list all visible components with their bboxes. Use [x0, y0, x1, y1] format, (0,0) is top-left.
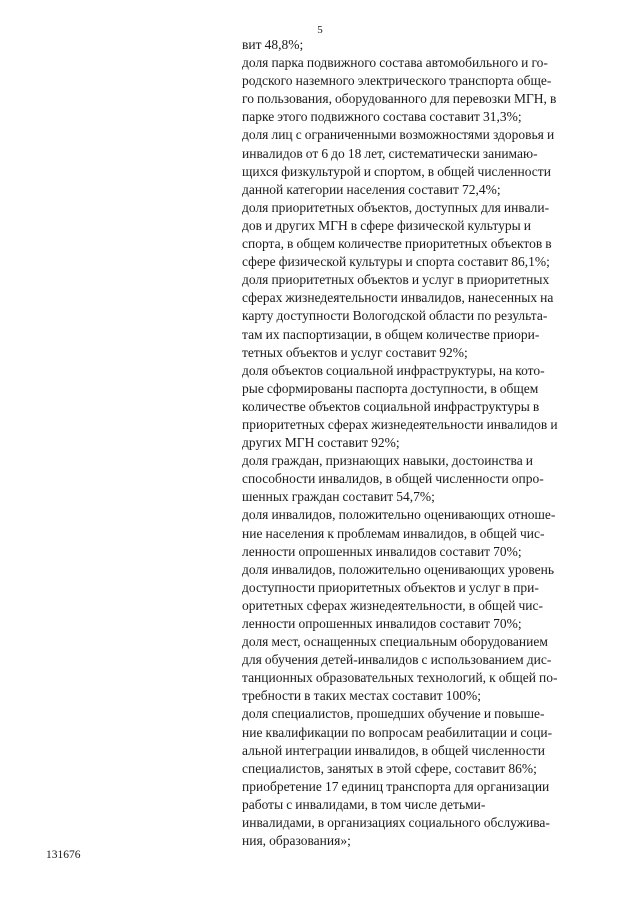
text-line: родского наземного электрического транспорта обще- [242, 73, 552, 89]
text-line: доля приоритетных объектов, доступных для инвали- [242, 199, 550, 215]
text-line: танционных образовательных технологий, к общей по- [242, 670, 558, 686]
text-line: вит 48,8%; [242, 37, 304, 52]
text-line: доля лиц с ограниченными возможностями здоровья и [242, 127, 555, 143]
text-line: работы с инвалидами, в том числе детьми- [242, 796, 486, 812]
text-line: для обучения детей-инвалидов с использованием дис- [242, 652, 552, 668]
document-code: 131676 [46, 849, 81, 861]
text-line: ние населения к проблемам инвалидов, в общей чис- [242, 525, 545, 541]
text-line: доля парка подвижного состава автомобильного и го- [242, 55, 548, 71]
text-line: парке этого подвижного состава составит 31,3%; [242, 109, 522, 125]
text-line: данной категории населения составит 72,4%; [242, 181, 501, 197]
text-line: доля приоритетных объектов и услуг в приоритетных [242, 272, 550, 288]
document-body [242, 36, 600, 850]
text-line: количестве объектов социальной инфраструктуры в [242, 398, 540, 414]
text-line: оритетных сферах жизнедеятельности, в общей чис- [242, 597, 544, 613]
text-line: приобретение 17 единиц транспорта для организации [242, 778, 550, 794]
text-line: ленности опрошенных инвалидов составит 70%; [242, 616, 522, 631]
text-line: карту доступности Вологодской области по результа- [242, 308, 548, 324]
text-line: спорта, в общем количестве приоритетных объектов в [242, 236, 552, 252]
text-line: доля специалистов, прошедших обучение и повыше- [242, 706, 545, 722]
text-line: доля инвалидов, положительно оценивающих отноше- [242, 507, 556, 523]
text-line: других МГН составит 92%; [242, 435, 400, 451]
text-line: ленности опрошенных инвалидов составит 70%; [242, 543, 522, 559]
text-line: способности инвалидов, в общей численности опро- [242, 471, 544, 487]
text-line: сфере физической культуры и спорта составит 86,1%; [242, 254, 550, 270]
text-line: сферах жизнедеятельности инвалидов, нанесенных на [242, 290, 554, 306]
text-line: доля инвалидов, положительно оценивающих уровень [242, 561, 555, 577]
text-line: доля граждан, признающих навыки, достоинства и [242, 453, 534, 469]
text-line: шенных граждан составит 54,7%; [242, 489, 435, 505]
text-line: специалистов, занятых в этой сфере, составит 86%; [242, 760, 537, 776]
text-line: доля мест, оснащенных специальным оборудованием [242, 634, 548, 650]
text-line: дов и других МГН в сфере физической культуры и [242, 217, 531, 233]
text-line: инвалидов от 6 до 18 лет, систематически занимаю- [242, 145, 538, 161]
page-number: 5 [317, 24, 323, 36]
text-line: рые сформированы паспорта доступности, в общем [242, 380, 539, 396]
text-line: ния, образования»; [242, 833, 351, 849]
text-line: доля объектов социальной инфраструктуры, на кото- [242, 362, 545, 378]
text-line: тетных объектов и услуг составит 92%; [242, 344, 468, 360]
text-line: приоритетных сферах жизнедеятельности инвалидов и [242, 416, 558, 432]
text-line: там их паспортизации, в общем количестве приори- [242, 326, 540, 342]
text-line: го пользования, оборудованного для перевозки МГН, в [242, 91, 557, 107]
text-line: альной интеграции инвалидов, в общей численности [242, 742, 545, 758]
text-line: ние квалификации по вопросам реабилитации и соци- [242, 724, 553, 740]
text-line: щихся физкультурой и спортом, в общей численности [242, 163, 551, 179]
text-line: доступности приоритетных объектов и услуг в при- [242, 579, 539, 595]
text-line: требности в таких местах составит 100%; [242, 688, 481, 704]
text-line: инвалидами, в организациях социального обслужива- [242, 815, 550, 831]
